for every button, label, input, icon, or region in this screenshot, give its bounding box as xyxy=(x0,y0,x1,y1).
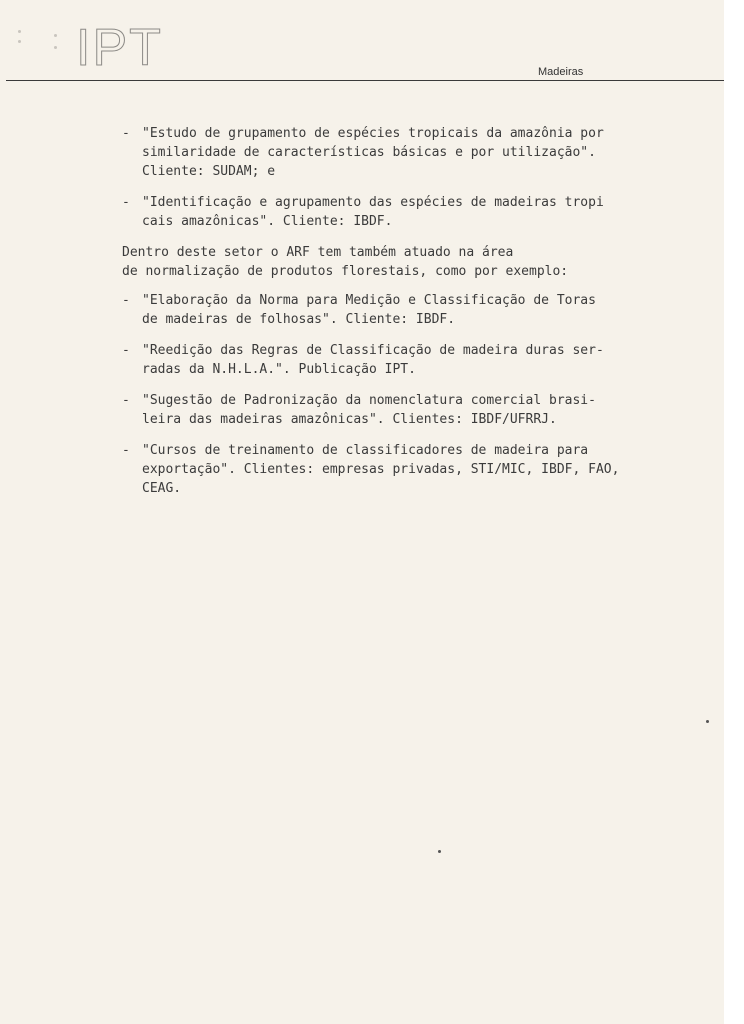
bullet-dash: - xyxy=(122,393,130,408)
bullet-dash: - xyxy=(122,126,130,141)
list-item-text: "Identificação e agrupamento das espécies de madeiras tropi cais amazônicas". Cliente: IBDF. xyxy=(142,195,604,229)
ink-speck xyxy=(438,850,441,853)
bullet-dash: - xyxy=(122,443,130,458)
body-text xyxy=(122,124,697,510)
bullet-dash: - xyxy=(122,293,130,308)
ink-speck xyxy=(706,720,709,723)
scan-margin xyxy=(724,0,744,1024)
header-divider xyxy=(6,80,724,81)
list-item xyxy=(122,124,697,181)
ipt-logo: IPT xyxy=(76,19,163,77)
list-item-text: "Elaboração da Norma para Medição e Classificação de Toras de madeiras de folhosas". Cliente: IBDF. xyxy=(142,293,596,327)
list-item-text: "Estudo de grupamento de espécies tropicais da amazônia por similaridade de características básicas e por utilização". Cliente: SUDAM; e xyxy=(142,126,604,179)
list-item xyxy=(122,391,697,429)
section-title: Madeiras xyxy=(538,66,584,78)
list-item-text: "Reedição das Regras de Classificação de madeira duras ser- radas da N.H.L.A.". Publicação IPT. xyxy=(142,343,604,377)
list-item xyxy=(122,193,697,231)
bullet-dash: - xyxy=(122,343,130,358)
list-item-text: "Cursos de treinamento de classificadores de madeira para exportação". Clientes: empresas privadas, STI/MIC, IBDF, FAO, CEAG. xyxy=(142,443,620,496)
list-item-text: "Sugestão de Padronização da nomenclatura comercial brasi- leira das madeiras amazônicas". Clientes: IBDF/UFRRJ. xyxy=(142,393,596,427)
bullet-dash: - xyxy=(122,195,130,210)
list-item xyxy=(122,291,697,329)
list-item xyxy=(122,341,697,379)
list-item xyxy=(122,441,697,498)
paragraph: Dentro deste setor o ARF tem também atuado na área de normalização de produtos florestais, como por exemplo: xyxy=(122,245,569,279)
